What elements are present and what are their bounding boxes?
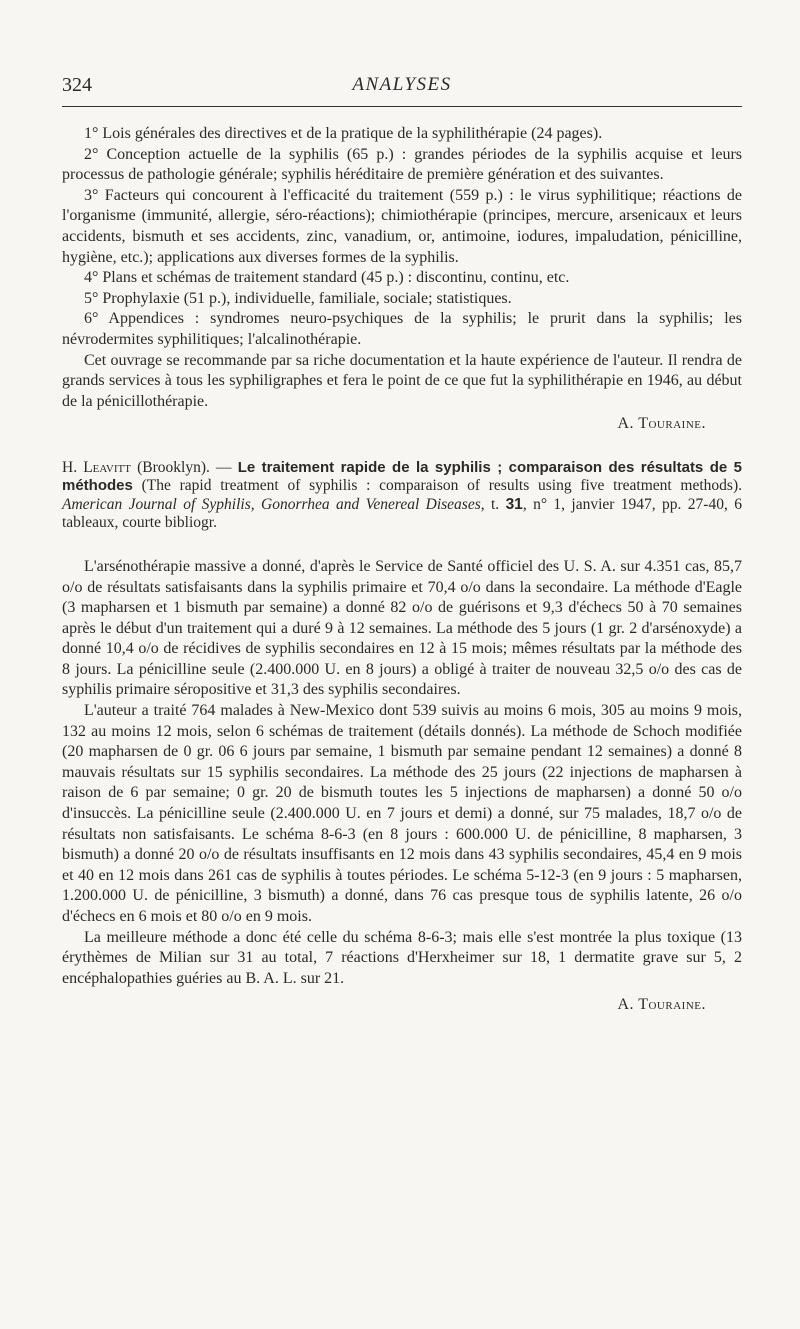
review-paragraph: 6° Appendices : syndromes neuro-psychiques de la syphilis; le prurit dans la syphilis; les névrodermites syphilitiques; l'alcalinothérapie. <box>62 310 742 348</box>
citation-english-title: (The rapid treatment of syphilis : comparaison of results using five treatment methods). <box>132 477 742 495</box>
review-paragraph: 1° Lois générales des directives et de la pratique de la syphilithérapie (24 pages). <box>84 125 603 142</box>
review-paragraph: Cet ouvrage se recommande par sa riche documentation et la haute expérience de l'auteur. Il rendra de grands services à tous les syphiligraphes et fera le point de ce que fut la syphilithérapie en 1946, au début de la pénicillothérapie. <box>62 351 742 410</box>
citation-details: , n° 1, janvier 1947, pp. 27-40, 6 tableaux, courte bibliogr. <box>62 495 742 532</box>
citation-title: Le traitement rapide de la syphilis ; comparaison des résultats de 5 méthodes <box>62 458 743 495</box>
review-paragraph: 3° Facteurs qui concourent à l'efficacité du traitement (559 p.) : le virus syphilitique; réactions de l'organisme (immunité, allergie, séro-réactions); chimiothérapie (principes, mercure, arsenicaux et leurs accidents, bismuth et ses accidents, zinc, vanadium, or, antimoine, iodures, impaludation, pénicilline, hygiène, etc.); applications aux diverses formes de la syphilis. <box>62 186 742 266</box>
review-paragraph: 2° Conception actuelle de la syphilis (65 p.) : grandes périodes de la syphilis acquise et leurs processus de pathologie générale; syphilis héréditaire de première génération et des suivantes. <box>62 145 742 184</box>
reviewer-signature: A. Touraine. <box>617 996 706 1014</box>
review-paragraph: 4° Plans et schémas de traitement standard (45 p.) : discontinu, continu, etc. <box>84 269 570 287</box>
citation-location: (Brooklyn). — <box>130 458 238 476</box>
running-title: ANALYSES <box>352 74 452 95</box>
abstract-paragraph: L'arsénothérapie massive a donné, d'après le Service de Santé officiel des U. S. A. sur 4.351 cas, 85,7 o/o de résultats satisfaisants dans la syphilis primaire et 70,4 o/o dans la secondaire. La méthode d'Eagle (3 mapharsen et 1 bismuth par semaine) a donné 82 o/o de guérisons et 9,3 d'échecs 50 à 70 semaines après le début d'un traitement qui a duré 9 à 12 semaines. La méthode des 5 jours (1 gr. 2 d'arsénoxyde) a donné 10,4 o/o de récidives de syphilis secondaires en 12 à 15 mois; mêmes résultats par la méthode des 8 jours. La pénicilline seule (2.400.000 U. en 8 jours) a obligé à traiter de nouveau 32,5 o/o des cas de syphilis primaire séropositive et 31,3 des syphilis secondaires. <box>62 557 742 699</box>
citation-volume: 31 <box>505 495 523 513</box>
citation-author: H. Leavitt <box>62 458 131 476</box>
citation-journal: American Journal of Syphilis, Gonorrhea and Venereal Diseases <box>62 495 481 513</box>
reviewer-signature: A. Touraine. <box>617 415 706 433</box>
abstract-paragraph: L'auteur a traité 764 malades à New-Mexico dont 539 suivis au moins 6 mois, 305 au moins 9 mois, 132 au moins 12 mois, selon 6 schémas de traitement (détails donnés). La méthode de Schoch modifiée (20 mapharsen de 0 gr. 06 6 jours par semaine, 1 bismuth par semaine pendant 12 semaines) a donné 8 mauvais résultats sur 15 syphilis secondaires. La méthode des 25 jours (22 injections de mapharsen à raison de 6 par semaine; 0 gr. 20 de bismuth toutes les 5 injections de mapharsen) a donné 50 o/o d'insuccès. La pénicilline seule (2.400.000 U. en 7 jours et demi) a donné, sur 75 malades, 18,7 o/o de résultats non satisfaisants. Le schéma 8-6-3 (en 8 jours : 600.000 U. de pénicilline, 8 mapharsen, 3 bismuth) a donné 20 o/o de résultats insuffisants en 12 mois dans 43 syphilis secondaires, 45,4 en 9 mois et 40 en 12 mois dans 261 cas de syphilis à toutes périodes. Le schéma 5-12-3 (en 9 jours : 5 mapharsen, 1.200.000 U. de pénicilline, 3 bismuth) a donné, dans 76 cas presque tous de syphilis latente, 26 o/o d'échecs en 6 mois et 80 o/o en 9 mois. <box>62 702 742 925</box>
article-citation <box>62 459 742 533</box>
page-number: 324 <box>62 74 92 96</box>
page-body <box>62 124 742 1016</box>
citation-volume-prefix: , t. <box>480 495 506 513</box>
abstract-paragraph: La meilleure méthode a donc été celle du schéma 8-6-3; mais elle s'est montrée la plus toxique (13 érythèmes de Milian sur 31 au total, 7 réactions d'Herxheimer sur 18, 1 dermatite grave sur 5, 2 encéphalopathies guéries au B. A. L. sur 21. <box>62 928 742 987</box>
page-header <box>62 74 742 104</box>
header-rule <box>62 106 742 107</box>
review-paragraph: 5° Prophylaxie (51 p.), individuelle, familiale, sociale; statistiques. <box>84 289 512 307</box>
